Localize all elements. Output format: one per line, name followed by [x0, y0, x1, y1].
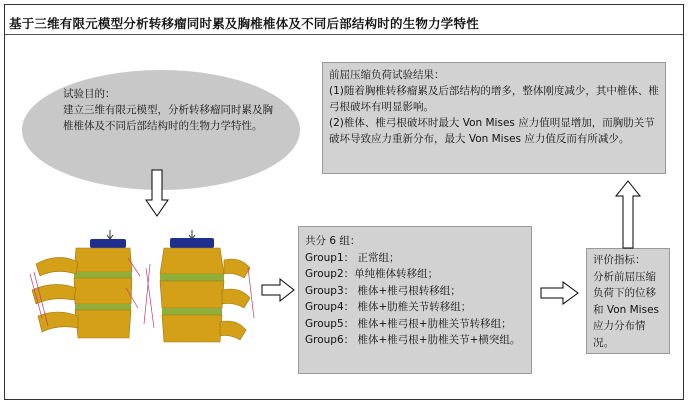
- results-heading: 前屈压缩负荷试验结果：: [329, 69, 445, 81]
- group-item: Group1： 正常组；: [305, 251, 400, 264]
- results-item-2: (2)椎体、椎弓根破坏时最大 Von Mises 应力值明显增加，而胸肋关节破坏导致应力重新分布，最大 Von Mises 应力值反而有所减少。: [329, 117, 655, 145]
- objective-heading: 试验目的：: [63, 88, 116, 100]
- indicators-body: 分析前屈压缩负荷下的位移和 Von Mises 应力分布情况。: [593, 270, 659, 349]
- up-arrow: [616, 181, 640, 248]
- group-item: Group3： 椎体+椎弓根转移组；: [305, 284, 461, 297]
- group-item: Group6： 椎体+椎弓根+肋椎关节+横突组。: [305, 334, 521, 346]
- objective-body: 建立三维有限元模型，分析转移瘤同时累及胸椎椎体及不同后部结构时的生物力学特性。: [63, 104, 273, 132]
- results-item-1: (1)随着胸椎转移瘤累及后部结构的增多，整体刚度减少，其中椎体、椎弓根破坏有明显影响。: [329, 85, 659, 113]
- right-arrow-to-indicators: [541, 282, 578, 304]
- groups-heading: 共分 6 组：: [305, 235, 361, 247]
- down-arrow: [146, 170, 168, 216]
- spine-model-metastasis-image: [140, 228, 256, 358]
- right-arrow-to-groups: [262, 279, 294, 301]
- group-item: Group2：单纯椎体转移组；: [305, 268, 439, 280]
- group-item: Group5： 椎体+椎弓根+肋椎关节转移组；: [305, 317, 512, 330]
- spine-model-normal-image: [28, 228, 144, 358]
- indicators-heading: 评价指标：: [593, 254, 646, 266]
- figure-title: 基于三维有限元模型分析转移瘤同时累及胸椎椎体及不同后部结构时的生物力学特性: [9, 16, 479, 31]
- group-item: Group4： 椎体+肋椎关节转移组；: [305, 301, 472, 313]
